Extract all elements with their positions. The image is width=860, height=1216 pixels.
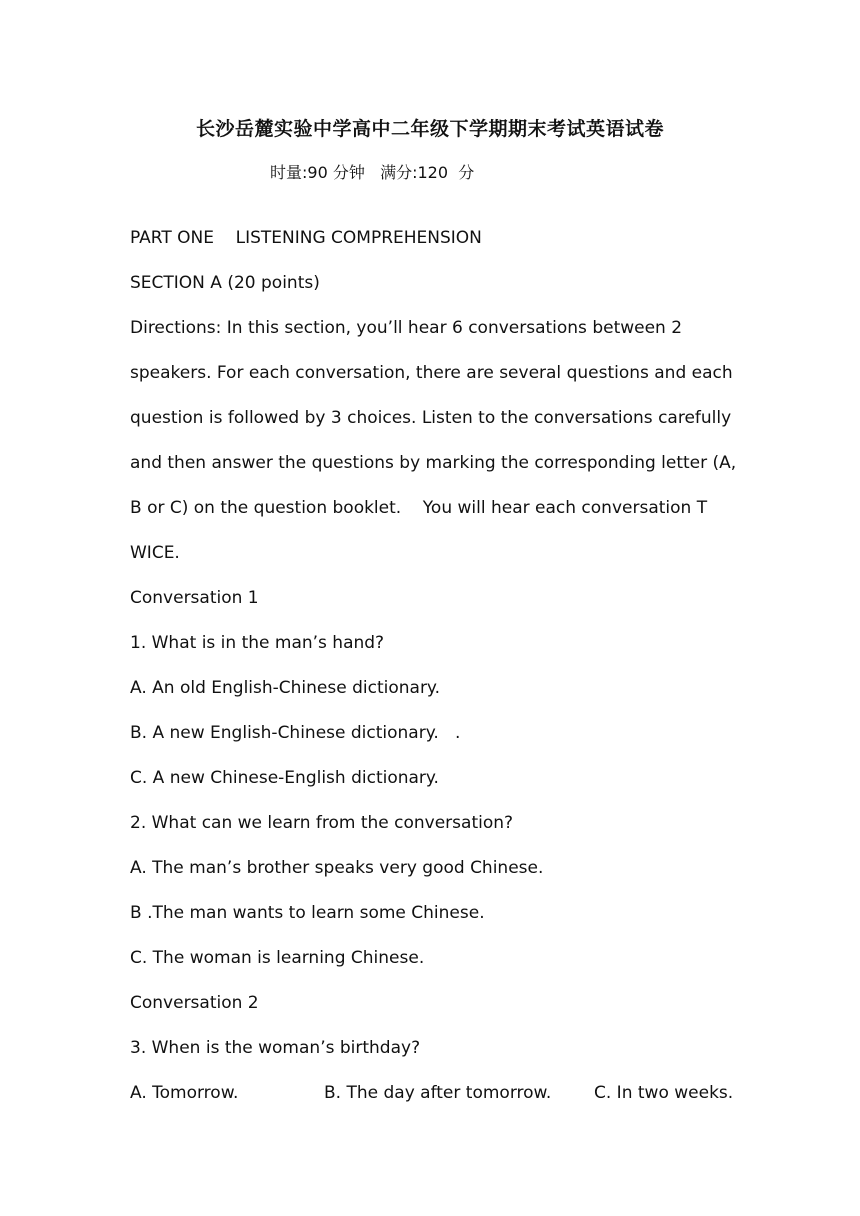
question-3-option-c: C. In two weeks.	[594, 1083, 734, 1103]
question-1-option-c: C. A new Chinese-English dictionary.	[130, 768, 439, 788]
directions-line: and then answer the questions by marking the corresponding letter (A,	[130, 453, 737, 473]
question-3-option-b: B. The day after tomorrow.	[324, 1083, 552, 1103]
directions-line: speakers. For each conversation, there are several questions and each	[130, 363, 733, 383]
question-2-option-a: A. The man’s brother speaks very good Chinese.	[130, 858, 544, 878]
question-3-options	[130, 1079, 740, 1124]
exam-content	[130, 224, 740, 1124]
conversation-1-label: Conversation 1	[130, 588, 259, 608]
section-heading: SECTION A (20 points)	[130, 273, 320, 293]
question-1: 1. What is in the man’s hand?	[130, 633, 385, 653]
question-3: 3. When is the woman’s birthday?	[130, 1038, 421, 1058]
question-1-option-b: B. A new English-Chinese dictionary. .	[130, 723, 461, 743]
directions-line: question is followed by 3 choices. Listen to the conversations carefully	[130, 408, 732, 428]
exam-title: 长沙岳麓实验中学高中二年级下学期期末考试英语试卷	[195, 118, 664, 140]
directions-line: WICE.	[130, 543, 180, 563]
question-2-option-b: B .The man wants to learn some Chinese.	[130, 903, 485, 923]
question-3-option-a: A. Tomorrow.	[130, 1083, 239, 1103]
exam-meta: 时量:90 分钟 满分:120 分	[270, 163, 475, 182]
directions-line: Directions: In this section, you’ll hear 6 conversations between 2	[130, 318, 683, 338]
question-2-option-c: C. The woman is learning Chinese.	[130, 948, 425, 968]
directions-line: B or C) on the question booklet. You will hear each conversation T	[130, 498, 708, 518]
conversation-2-label: Conversation 2	[130, 993, 259, 1013]
question-2: 2. What can we learn from the conversation?	[130, 813, 514, 833]
question-1-option-a: A. An old English-Chinese dictionary.	[130, 678, 440, 698]
part-heading: PART ONE LISTENING COMPREHENSION	[130, 228, 482, 248]
